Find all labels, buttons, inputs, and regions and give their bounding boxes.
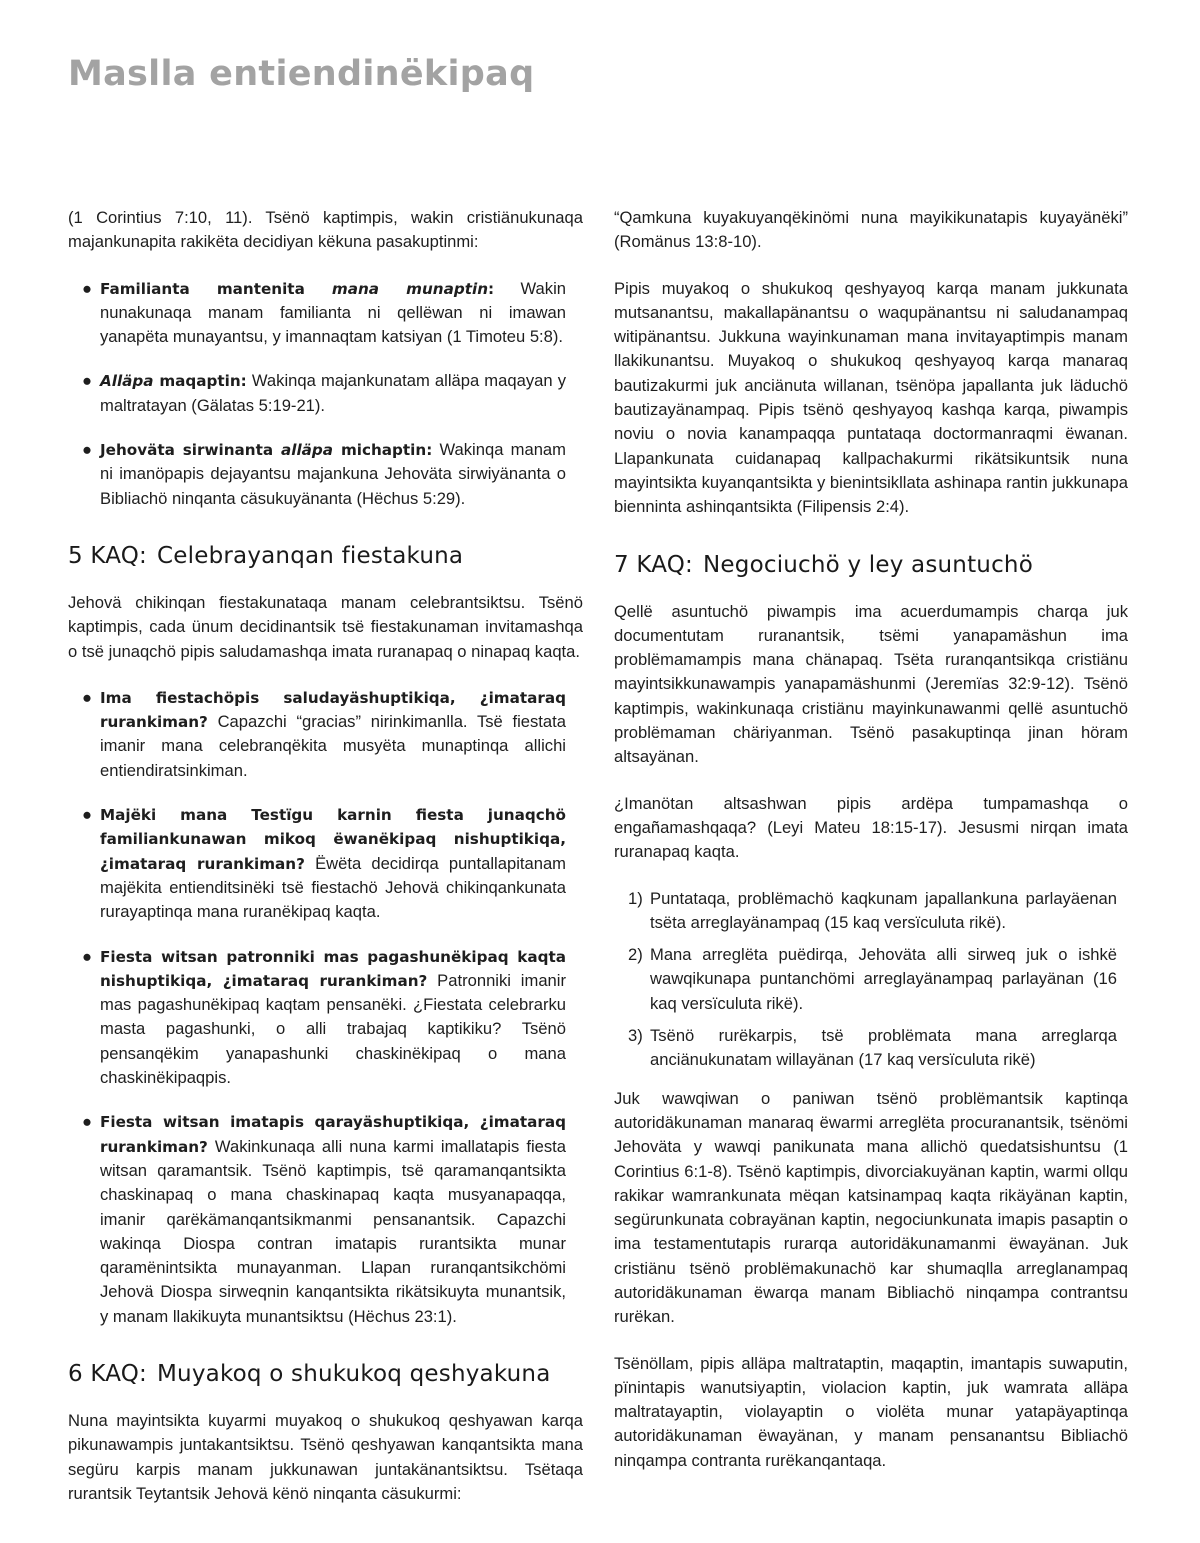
list-item: [82, 686, 566, 783]
paragraph: Jehovä chikinqan fiestakunataqa manam celebrantsiktsu. Tsënö kaptimpis, cada ünum decidinantsik tsë fiestakunaman invitamashqa o tsë junaqchö pipis saludamashqa imata ruranapaq o ninapaq kaqta.: [68, 592, 583, 661]
bullet-list: [68, 686, 583, 1329]
list-item: [82, 803, 566, 924]
bullet-list: [68, 277, 583, 511]
item-lead: Alläpa maqaptin:: [100, 372, 247, 391]
step-number: 2): [628, 945, 643, 965]
list-item: [82, 945, 566, 1091]
list-item: [628, 1024, 1117, 1073]
item-lead: Ima fiestachöpis saludayäshuptikiqa, ¿imataraq rurankiman?: [100, 688, 566, 732]
bullet-icon: ●: [82, 440, 93, 460]
paragraph: Qellë asuntuchö piwampis ima acuerdumampis charqa juk documentutam ruranantsik, tsëmi yanapamäshun ima problëmamampis mana chänapaq. Tsëta ruranqantsikqa cristiänu mayintsikkunawampis yanapamäshunmi (Jeremïas 32:9-12). Tsënö kaptimpis, wakinkunaqa cristiänu mayinkunawanmi qellë asuntuchö problëmaman chäriyanman. Tsënö pasakuptinqa jinan höram altsayänan.: [614, 601, 1128, 767]
section-heading-7: 7 KAQ: Negociuchö y ley asuntuchö: [614, 551, 1033, 578]
item-lead: Jehoväta sirwinanta alläpa michaptin:: [100, 441, 433, 460]
bullet-icon: ●: [82, 946, 93, 966]
bullet-icon: ●: [82, 371, 93, 391]
paragraph: Pipis muyakoq o shukukoq qeshyayoq karqa manam jukkunata mutsanantsu, makallapänantsu o waqupänantsu ni saludanampaq witipänantsu. Jukkuna wayinkunaman mana invitayaptimpis manam llakikunantsu. Muyakoq o shukukoq qeshyayoq karqa manaraq bautizakurmi juk anciänuta willanan, tsënöpa japallanta juk läduchö bautizayänampaq. Pipis tsënö qeshyayoq kashqa karqa, piwampis noviu o novia kanampaqqa puntataqa doctormanraqmi ëwanan. Llapankunata cuidanapaq kallpachakurmi rikätsikuntsik nuna mayintsikta kuyanqantsikta y bienintsikllata ashinapa rantin jukkunapa bienninta ashinqantsikta (Filipensis 2:4).: [614, 278, 1128, 517]
list-item: [82, 1110, 566, 1329]
list-item: [82, 277, 566, 350]
bullet-icon: ●: [82, 687, 93, 707]
item-lead: Fiesta witsan imatapis qarayäshuptikiqa, ¿imataraq rurankiman?: [100, 1113, 566, 1156]
item-text: Wakinqa manam ni imanöpapis dejayantsu majankuna Jehoväta sirwiyänanta o Bibliachö ninqanta cäsukuyänanta (Hëchus 5:29).: [100, 440, 566, 508]
list-item: [628, 943, 1117, 1016]
step-text: Puntataqa, problëmachö kaqkunam japallankuna parlayäenan tsëta arreglayänampaq (15 kaq versïculuta rikë).: [650, 888, 1117, 932]
list-item: [82, 369, 566, 418]
list-item: [82, 438, 566, 511]
right-column: [614, 206, 1128, 1495]
item-text: Wakinqa majankunatam alläpa maqayan y maltratayan (Gälatas 5:19-21).: [100, 371, 566, 415]
left-column: [68, 206, 583, 1528]
item-text: Patronniki imanir mas pagashunëkipaq kaqtam pensanëki. ¿Fiestata celebrarku masta pagashunki, o alli trabajaq kaptikiku? Tsënö pensanqëkim yanapashunki chaskinëkipaq o mana chaskinëkipaqpis.: [100, 970, 566, 1088]
bullet-icon: ●: [82, 1112, 93, 1132]
step-text: Mana arreglëta puëdirqa, Jehoväta alli sirweq juk o ishkë wawqikunapa puntanchömi arreglayänampaq parlayänan (16 kaq versïculuta rikë).: [650, 945, 1117, 1013]
page-title: Maslla entiendinëkipaq: [68, 54, 535, 94]
item-lead: Familianta mantenita mana munaptin:: [100, 279, 495, 298]
item-text: Wakinkunaqa alli nuna karmi imallatapis fiesta witsan qaramantsik. Tsënö kaptimpis, tsë qaramanqantsikta chaskinapaq o mana chaskinapaq kaqta musyanapaqqa, imanir qarëkämanqantsikmanmi pensanantsik. Capazchi wakinqa Diospa contran imatapis rurantsikta munar qaramënintsikta munayanman. Llapan ruranqantsikchömi Jehovä Diospa sirweqnin kanqantsikta rikätsikuyta munantsik, y manam llakikuyta munantsiktsu (Hëchus 23:1).: [100, 1136, 566, 1326]
paragraph: “Qamkuna kuyakuyanqëkinömi nuna mayikikunatapis kuyayänëki” (Romänus 13:8-10).: [614, 208, 1128, 252]
numbered-list: [614, 887, 1128, 1073]
paragraph: ¿Imanötan altsashwan pipis ardëpa tumpamashqa o engañamashqaqa? (Leyi Mateu 18:15-17). Jesusmi nirqan imata ruranapaq kaqta.: [614, 793, 1128, 862]
item-lead: Fiesta witsan patronniki mas pagashunëkipaq kaqta nishuptikiqa, ¿imataraq rurankiman?: [100, 947, 566, 990]
bullet-icon: ●: [82, 278, 93, 298]
step-number: 3): [628, 1026, 643, 1046]
section-heading-6: 6 KAQ: Muyakoq o shukukoq qeshyakuna: [68, 1360, 551, 1387]
paragraph: Juk wawqiwan o paniwan tsënö problëmantsik kaptinqa autoridäkunaman manaraq ëwarmi arreglëta procuranantsik, tsënömi Jehoväta y wawqi panikunata mana allichö quedatsishuntsu (1 Corintius 6:1-8). Tsënö kaptimpis, divorciakuyänan kaptin, warmi ollqu rakikar wamrankunata mëqan katsinampaq kaqta rikäyänan kaptin, segürunkunata cobrayänan kaptin, negociunkunata imapis pasaptin o ima testamentutapis rurarqa autoridäkunamanmi ëwayänan. Juk cristiänu tsënö problëmakunachö kar shumaqlla arreglanampaq autoridäkunaman ëwarqa manam Bibliachö ninqampa contrantsu rurëkan.: [614, 1088, 1128, 1327]
item-text: Ëwëta decidirqa puntallapitanam majëkita entienditsinëki tsë fiestachö Jehovä chikinqankunata rurayaptinqa mana ruranëkipaq kaqta.: [100, 853, 566, 922]
item-text: Capazchi “gracias” nirinkimanlla. Tsë fiestata imanir mana celebranqëkita musyëta munaptinqa allichi entiendiratsinkiman.: [100, 712, 566, 780]
bullet-icon: ●: [82, 805, 93, 825]
item-lead: Majëki mana Testïgu karnin fiesta junaqchö familiankunawan mikoq ëwanëkipaq nishuptikiqa, ¿imataraq rurankiman?: [100, 806, 566, 873]
paragraph: Tsënöllam, pipis alläpa maltrataptin, maqaptin, imantapis suwaputin, pïnintapis wanutsiyaptin, violacion kaptin, juk wamrata alläpa maltratayaptin, violayaptin o violëta munar yatapäyaptinqa autoridäkunaman ëwayänan, y manam pensanantsu Bibliachö ninqampa contranta rurëkanqantaqa.: [614, 1353, 1128, 1470]
step-number: 1): [628, 888, 643, 908]
item-text: Wakin nunakunaqa manam familianta ni qellëwan ni imawan yanapëta munayantsu, y imannaqtam katsiyan (1 Timoteu 5:8).: [100, 278, 566, 347]
step-text: Tsënö rurëkarpis, tsë problëmata mana arreglarqa anciänukunatam willayänan (17 kaq versïculuta rikë): [650, 1026, 1117, 1070]
list-item: [628, 887, 1117, 936]
section-heading-5: 5 KAQ: Celebrayanqan fiestakuna: [68, 542, 464, 569]
paragraph: (1 Corintius 7:10, 11). Tsënö kaptimpis, wakin cristiänukunaqa majankunapita rakikëta decidiyan këkuna pasakuptinmi:: [68, 208, 583, 252]
paragraph: Nuna mayintsikta kuyarmi muyakoq o shukukoq qeshyawan karqa pikunawampis juntakantsiktsu. Tsënö qeshyawan kanqantsikta mana següru karpis manam jukkunawan juntakänantsiktsu. Tsëtaqa rurantsik Teytantsik Jehovä kënö ninqanta cäsukurmi:: [68, 1410, 583, 1503]
